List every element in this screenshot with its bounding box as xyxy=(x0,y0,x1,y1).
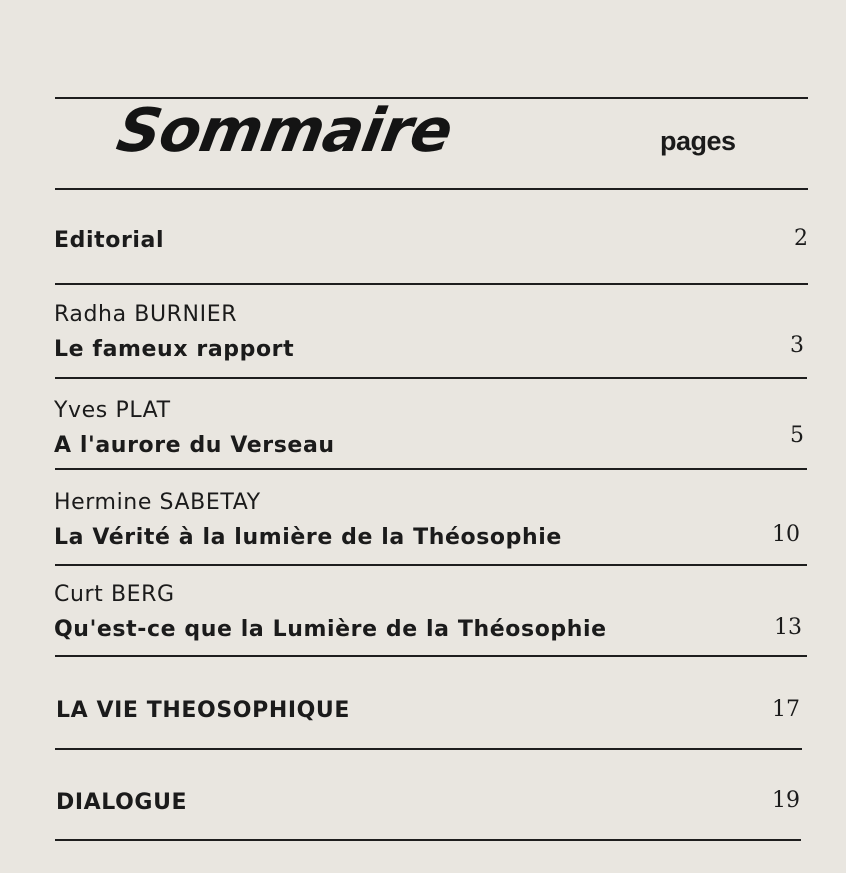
entry-author: Yves PLAT xyxy=(54,398,171,423)
entry-page-number: 3 xyxy=(790,333,804,358)
page-title: Sommaire xyxy=(111,96,457,166)
divider xyxy=(55,377,807,379)
entry-page-number: 17 xyxy=(772,697,800,722)
entry-title: La Vérité à la lumière de la Théosophie xyxy=(54,525,562,550)
divider xyxy=(55,655,807,657)
divider-under-header xyxy=(55,188,808,190)
entry-page-number: 19 xyxy=(772,788,800,813)
entry-title: LA VIE THEOSOPHIQUE xyxy=(56,698,351,723)
entry-title: DIALOGUE xyxy=(56,790,188,815)
divider-bottom xyxy=(55,839,801,841)
entry-author: Curt BERG xyxy=(54,582,175,607)
entry-title: Qu'est-ce que la Lumière de la Théosophie xyxy=(54,617,607,642)
entry-title: Le fameux rapport xyxy=(54,337,295,362)
divider xyxy=(55,468,807,470)
entry-page-number: 10 xyxy=(772,522,800,547)
divider xyxy=(55,748,802,750)
entry-author: Radha BURNIER xyxy=(54,302,238,327)
entry-title: Editorial xyxy=(54,228,165,253)
divider xyxy=(55,283,808,285)
entry-page-number: 5 xyxy=(790,423,804,448)
entry-page-number: 13 xyxy=(774,615,802,640)
pages-column-label: pages xyxy=(660,126,736,156)
entry-title: A l'aurore du Verseau xyxy=(54,433,335,458)
entry-page-number: 2 xyxy=(794,226,808,251)
entry-author: Hermine SABETAY xyxy=(54,490,261,515)
divider xyxy=(55,564,807,566)
